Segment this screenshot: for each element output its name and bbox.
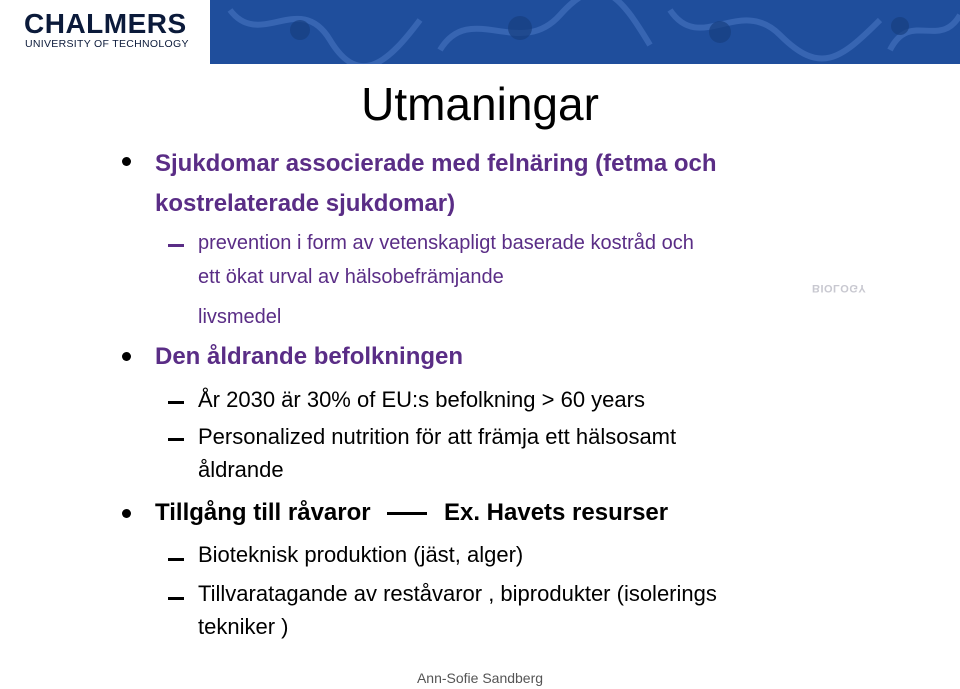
sub-dash — [168, 597, 184, 600]
sub-item-cont: tekniker ) — [198, 614, 289, 639]
bullet-text — [155, 499, 668, 527]
bullet-text-main: Tillgång till råvaror — [155, 499, 371, 526]
sub-dash — [168, 558, 184, 561]
bullet-text-cont: kostrelaterade sjukdomar) — [155, 190, 456, 217]
sub-item: Personalized nutrition för att främja ett hälsosamt — [198, 424, 677, 449]
sub-item: prevention i form av vetenskapligt baserade kostråd och — [198, 232, 694, 254]
bullet-dot — [122, 157, 131, 166]
sub-item-cont: ett ökat urval av hälsobefrämjande — [198, 266, 504, 288]
sub-item: Bioteknisk produktion (jäst, alger) — [198, 542, 524, 567]
chalmers-logo — [0, 0, 210, 64]
bullet-text: Den åldrande befolkningen — [155, 343, 464, 370]
sub-item-cont: livsmedel — [198, 306, 282, 328]
sub-dash — [168, 244, 184, 247]
sub-item: År 2030 är 30% of EU:s befolkning > 60 years — [198, 387, 645, 412]
footer-author: Ann-Sofie Sandberg — [416, 670, 544, 686]
bullet-text: Sjukdomar associerade med felnäring (fetma och — [155, 150, 717, 177]
bullet-dot — [122, 509, 131, 518]
biology-watermark: BIOLOGY — [812, 282, 867, 294]
sub-item-cont: åldrande — [198, 457, 284, 482]
slide-title: Utmaningar — [361, 78, 599, 130]
logo-name: CHALMERS — [24, 8, 187, 39]
inline-dash — [387, 512, 427, 515]
bullet-dot — [122, 352, 131, 361]
sub-item: Tillvaratagande av reståvaror , biprodukter (isolerings — [198, 581, 717, 606]
header-banner — [0, 0, 960, 64]
sub-dash — [168, 401, 184, 404]
bullet-text-tail: Ex. Havets resurser — [443, 499, 669, 526]
sub-dash — [168, 438, 184, 441]
logo-subtitle: UNIVERSITY OF TECHNOLOGY — [25, 38, 189, 50]
